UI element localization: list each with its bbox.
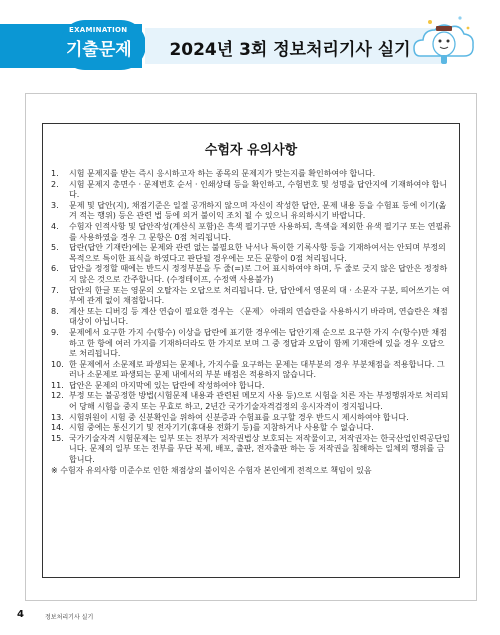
notice-item	[51, 328, 451, 360]
notice-item	[51, 243, 451, 264]
item-number: 7.	[51, 285, 59, 295]
notice-item	[51, 222, 451, 243]
item-number: 15.	[51, 433, 64, 443]
notice-list	[51, 169, 451, 476]
mascot-cloud-icon	[408, 8, 480, 78]
item-text: 문제 및 답안(지), 채점기준은 일절 공개하지 않으며 자신이 작성한 답안, 문제 내용 등을 수험표 등에 이기(옮겨 적는 행위) 등은 관련 법 등에 의거 불이익 조치 될 수 있으니 유의하시기 바랍니다.	[69, 200, 447, 221]
item-number: 6.	[51, 264, 59, 274]
notice-item	[51, 360, 451, 381]
notice-item	[51, 434, 451, 466]
item-text: 시험위원이 시험 중 신분확인을 위하여 신분증과 수험표를 요구할 경우 반드시 제시하여야 합니다.	[69, 412, 409, 422]
notice-item	[51, 286, 451, 307]
item-number: 14.	[51, 423, 64, 433]
item-text: 수험자 인적사항 및 답안작성(계산식 포함)은 흑색 필기구만 사용하되, 흑색을 제외한 유색 필기구 또는 연필류를 사용하였을 경우 그 문항은 0점 처리됩니다.	[69, 221, 451, 242]
item-text: 한 문제에서 소문제로 파생되는 문제나, 가지수를 요구하는 문제는 대부분의 경우 부분채점을 적용합니다. 그러나 소문제로 파생되는 문제 내에서의 부분 배점은 적용하지 않습니다.	[69, 359, 445, 380]
item-number: 3.	[51, 200, 59, 210]
item-number: 8.	[51, 306, 59, 316]
running-footer: 정보처리기사 실기	[45, 614, 94, 621]
item-number: 4.	[51, 221, 59, 231]
notice-footnote: ※ 수험자 유의사항 미준수로 인한 채점상의 불이익은 수험자 본인에게 전적으로 책임이 있음	[51, 465, 372, 475]
notice-item	[51, 180, 451, 201]
notice-item	[51, 381, 451, 392]
item-number: 1.	[51, 169, 59, 178]
item-text: 국가기술자격 시험문제는 일부 또는 전부가 저작권법상 보호되는 저작물이고, 저작권자는 한국산업인력공단입니다. 문제의 일부 또는 전부를 무단 복제, 배포, 출판, 전자출판 하는 등 저작권을 침해하는 일체의 행위를 금합니다.	[69, 433, 450, 465]
item-text: 시험 중에는 통신기기 및 전자기기(휴대용 전화기 등)를 지참하거나 사용할 수 없습니다.	[69, 423, 374, 433]
page-number: 4	[17, 609, 24, 620]
item-text: 답안의 한글 또는 영문의 오탈자는 오답으로 처리됩니다. 단, 답안에서 영문의 대 · 소문자 구분, 띄어쓰기는 여부에 관계 없이 채점합니다.	[69, 285, 450, 306]
notice-item	[51, 169, 451, 180]
item-number: 12.	[51, 391, 64, 401]
notice-box	[42, 123, 460, 578]
item-text: 시험 문제지 총면수 · 문제번호 순서 · 인쇄상태 등을 확인하고, 수험번호 및 성명을 답안지에 기재하여야 합니다.	[69, 179, 448, 200]
item-text: 문제에서 요구한 가지 수(항수) 이상을 답란에 표기한 경우에는 답안기재 순으로 요구한 가지 수(항수)만 채점하고 한 항에 여러 가지를 기재하더라도 한 가지로 보며 그 중 정답과 오답이 함께 기재란에 있을 경우 오답으로 처리됩니다.	[69, 327, 447, 359]
page-title: 2024년 3회 정보처리기사 실기	[169, 40, 411, 60]
item-text: 부정 또는 불공정한 방법(시험문제 내용과 관련된 메모지 사용 등)으로 시험을 치른 자는 부정행위자로 처리되어 당해 시험을 중지 또는 무효로 하고, 2년간 국가기술자격검정의 응시자격이 정지됩니다.	[69, 391, 449, 412]
notice-item	[51, 264, 451, 285]
item-text: 시험 문제지를 받는 즉시 응시하고자 하는 종목의 문제지가 맞는지를 확인하여야 합니다.	[69, 169, 376, 178]
item-text: 계산 또는 디버깅 등 계산 연습이 필요한 경우는 〈문제〉 아래의 연습란을 사용하시기 바라며, 연습란은 채점대상이 아닙니다.	[69, 306, 448, 327]
notice-title: 수험자 유의사항	[204, 143, 298, 158]
item-text: 답안은 문제의 마지막에 있는 답란에 작성하여야 합니다.	[69, 380, 265, 390]
notice-item	[51, 391, 451, 412]
item-number: 5.	[51, 243, 59, 253]
item-number: 9.	[51, 327, 59, 337]
notice-item	[51, 201, 451, 222]
notice-item	[51, 307, 451, 328]
notice-item	[51, 413, 451, 424]
item-number: 2.	[51, 179, 59, 189]
item-number: 13.	[51, 412, 64, 422]
item-text: 답안을 정정할 때에는 반드시 정정부분을 두 줄(=)로 그어 표시하여야 하며, 두 줄로 긋지 않은 답안은 정정하지 않은 것으로 간주합니다. (수정테이프, 수정액 사용불가)	[69, 264, 448, 284]
section-tag-small-label: EXAMINATION	[69, 26, 128, 34]
item-text: 답란(답안 기재란)에는 문제와 관련 없는 불필요한 낙서나 특이한 기록사항 등을 기재하여서는 안되며 부정의 목적으로 특이한 표식을 하였다고 판단될 경우에는 모든 문항이 0점 처리됩니다.	[69, 243, 446, 263]
page-header	[0, 0, 500, 92]
section-tag-label: 기출문제	[66, 40, 132, 60]
notice-item	[51, 423, 451, 434]
item-number: 11.	[51, 380, 64, 390]
item-number: 10.	[51, 359, 64, 369]
